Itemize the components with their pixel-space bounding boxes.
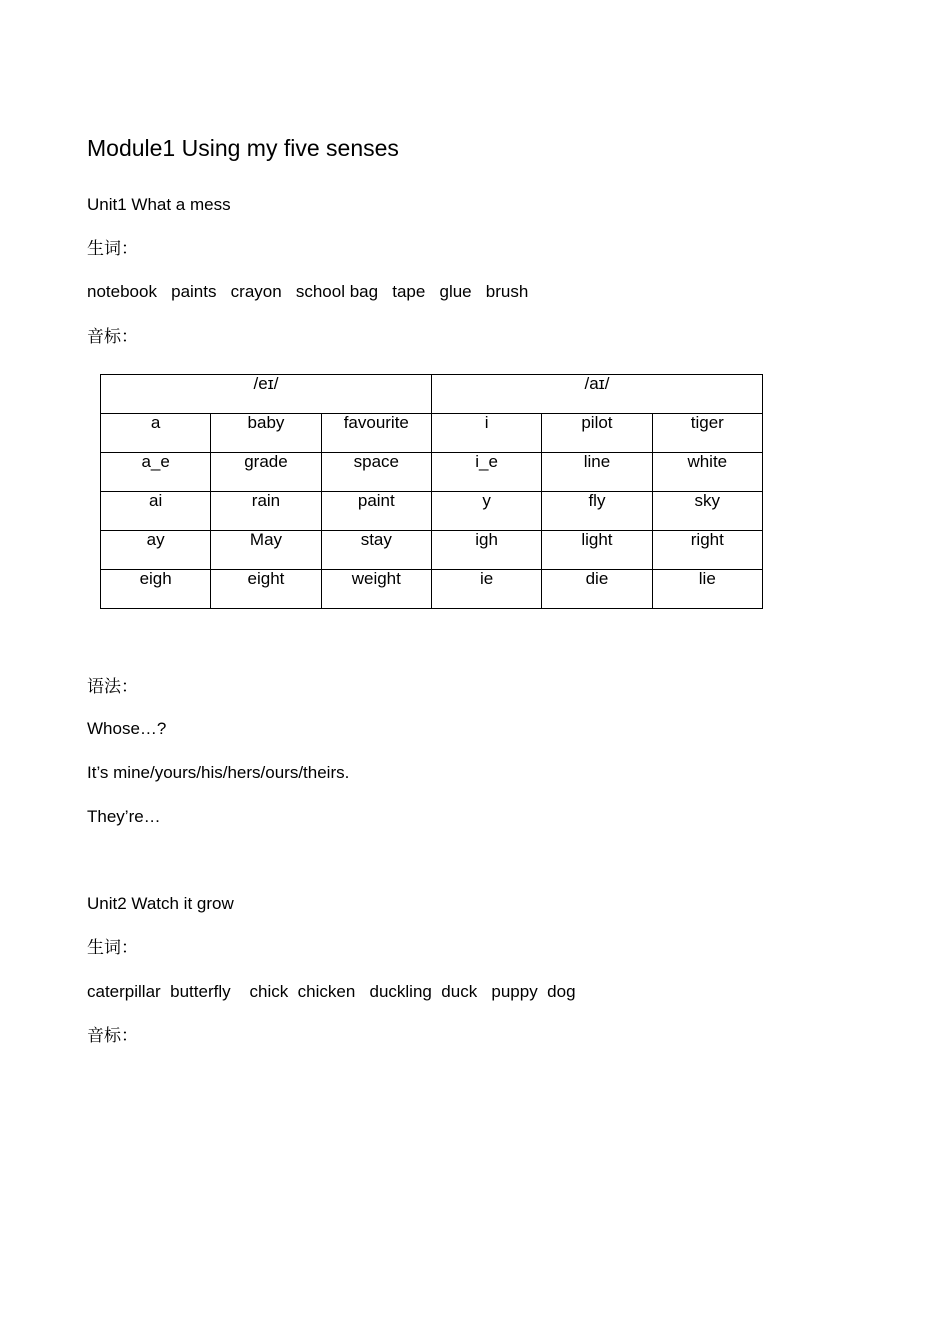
table-cell: igh <box>431 531 541 570</box>
table-cell: i <box>431 414 541 453</box>
table-cell: May <box>211 531 321 570</box>
table-cell: fly <box>542 492 652 531</box>
unit2-phonetics-label: 音标： <box>87 1026 138 1046</box>
unit2-vocab-label: 生词： <box>87 938 138 958</box>
unit1-vocab-label: 生词： <box>87 239 138 259</box>
table-cell: sky <box>652 492 762 531</box>
table-cell: favourite <box>321 414 431 453</box>
table-cell: space <box>321 453 431 492</box>
unit1-phonetics-label: 音标： <box>87 327 138 347</box>
table-row <box>101 414 763 453</box>
unit1-vocab-words: notebook paints crayon school bag tape glue brush <box>87 282 529 301</box>
table-cell: eight <box>211 570 321 609</box>
table-cell: die <box>542 570 652 609</box>
table-row <box>101 531 763 570</box>
table-row <box>101 492 763 531</box>
table-row <box>101 570 763 609</box>
table-cell: line <box>542 453 652 492</box>
table-cell: ai <box>101 492 211 531</box>
table-cell: pilot <box>542 414 652 453</box>
table-cell: weight <box>321 570 431 609</box>
table-cell: grade <box>211 453 321 492</box>
unit2-vocab-words: caterpillar butterfly chick chicken duckling duck puppy dog <box>87 982 576 1001</box>
unit2-title: Unit2 Watch it grow <box>87 894 234 913</box>
table-cell: stay <box>321 531 431 570</box>
table-cell: a <box>101 414 211 453</box>
table-cell: right <box>652 531 762 570</box>
table-cell: baby <box>211 414 321 453</box>
unit1-title: Unit1 What a mess <box>87 195 231 214</box>
grammar-line: It’s mine/yours/his/hers/ours/theirs. <box>87 763 350 782</box>
table-cell: paint <box>321 492 431 531</box>
table-cell: ay <box>101 531 211 570</box>
grammar-line: They’re… <box>87 807 161 826</box>
table-row <box>101 453 763 492</box>
table-cell: light <box>542 531 652 570</box>
table-cell: i_e <box>431 453 541 492</box>
table-cell: rain <box>211 492 321 531</box>
phonetics-table <box>100 374 763 609</box>
table-cell: ie <box>431 570 541 609</box>
table-cell: eigh <box>101 570 211 609</box>
phonetics-header-ei: /eɪ/ <box>101 375 432 414</box>
table-cell: white <box>652 453 762 492</box>
table-cell: lie <box>652 570 762 609</box>
grammar-line: Whose…? <box>87 719 167 738</box>
table-cell: a_e <box>101 453 211 492</box>
unit1-grammar-label: 语法： <box>87 677 138 697</box>
phonetics-header-ai: /aɪ/ <box>431 375 762 414</box>
table-cell: tiger <box>652 414 762 453</box>
table-cell: y <box>431 492 541 531</box>
phonetics-header-row <box>101 375 763 414</box>
module-title: Module1 Using my five senses <box>87 135 399 161</box>
